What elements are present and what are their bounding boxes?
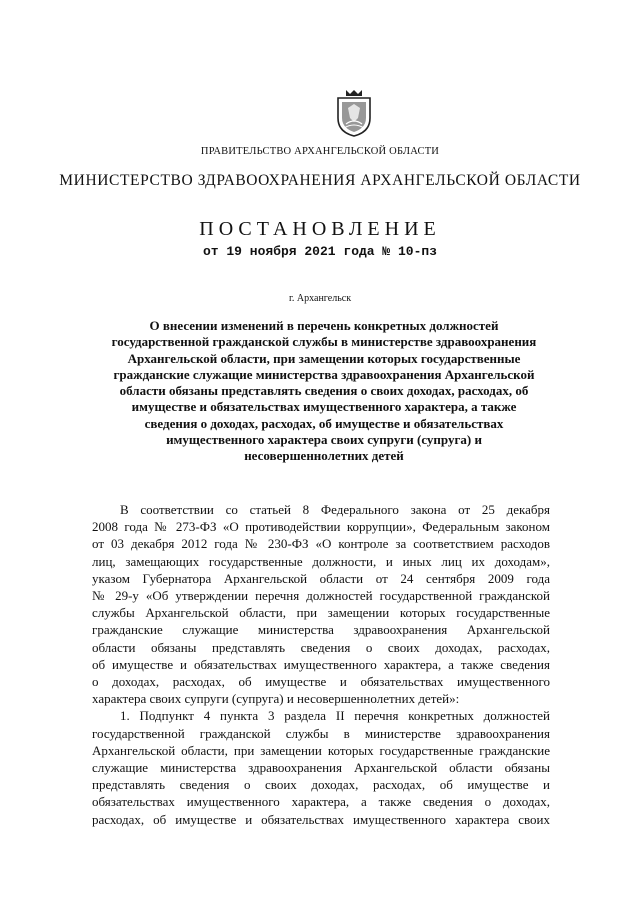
document-city: г. Архангельск [288,293,352,304]
body-line: № 29-у «Об утверждении перечня должностей государственной гражданской [92,588,550,604]
title-line: области обязаны представлять сведения о своих доходах, расходах, об [119,383,529,399]
body-line: государственной гражданской службы в министерстве здравоохранения [92,725,550,741]
body-line: службы Архангельской области, при замещении которых государственные [92,605,550,621]
body-line: указом Губернатора Архангельской области от 24 сентября 2009 года [92,570,550,586]
body-line: представлять сведения о своих доходах, расходах, об имуществе и [92,777,550,793]
government-heading: ПРАВИТЕЛЬСТВО АРХАНГЕЛЬСКОЙ ОБЛАСТИ [200,146,440,157]
title-line: имуществе и обязательствах имущественного характера, а также [131,399,517,415]
body-line: характера своих супруги (супруга) и несовершеннолетних детей»: [92,691,460,707]
title-line: О внесении изменений в перечень конкретных должностей [149,318,499,333]
title-line: Архангельской области, при замещении которых государственные [127,350,521,366]
ministry-heading: МИНИСТЕРСТВО ЗДРАВООХРАНЕНИЯ АРХАНГЕЛЬСКОЙ ОБЛАСТИ [59,172,581,189]
body-line: гражданские служащие министерства здравоохранения Архангельской [92,622,550,638]
title-line: государственной гражданской службы в министерстве здравоохранения [111,334,537,350]
body-line: В соответствии со статьей 8 Федерального закона от 25 декабря [120,502,550,517]
title-line: имущественного характера своих супруги (супруга) и [166,432,482,448]
body-line: от 03 декабря 2012 года № 230-ФЗ «О контроле за соответствием расходов [92,536,550,552]
body-line: 2008 года № 273-ФЗ «О противодействии коррупции», Федеральным законом [92,519,550,535]
body-line: 1. Подпункт 4 пункта 3 раздела II перечня конкретных должностей [120,708,550,724]
body-line: служащие министерства здравоохранения Архангельской области обязаны [92,760,550,776]
coat-of-arms-icon [334,88,374,138]
body-line: об имуществе и обязательствах имущественного характера, а также сведения [92,656,550,672]
body-line: о доходах, расходах, об имуществе и обязательствах имущественного [92,674,550,690]
body-line: Архангельской области, при замещении которых государственные гражданские [92,742,550,758]
body-line: лиц, замещающих государственные должности, и иных лиц их доходам», [92,553,550,569]
document-title [98,318,550,465]
document-body [92,501,550,828]
title-line: сведения о доходах, расходах, об имуществе и обязательствах [144,415,504,431]
body-line: области обязаны представлять сведения о своих доходах, расходах, [92,639,550,655]
body-line: обязательствах имущественного характера, а также сведения о доходах, [92,794,550,810]
title-line: несовершеннолетних детей [244,448,404,464]
body-line: расходах, об имуществе и обязательствах имущественного характера своих [92,811,550,827]
document-date-number: от 19 ноября 2021 года № 10-пз [202,244,438,259]
document-type: ПОСТАНОВЛЕНИЕ [199,218,441,240]
title-line: гражданские служащие министерства здравоохранения Архангельской [113,366,535,382]
